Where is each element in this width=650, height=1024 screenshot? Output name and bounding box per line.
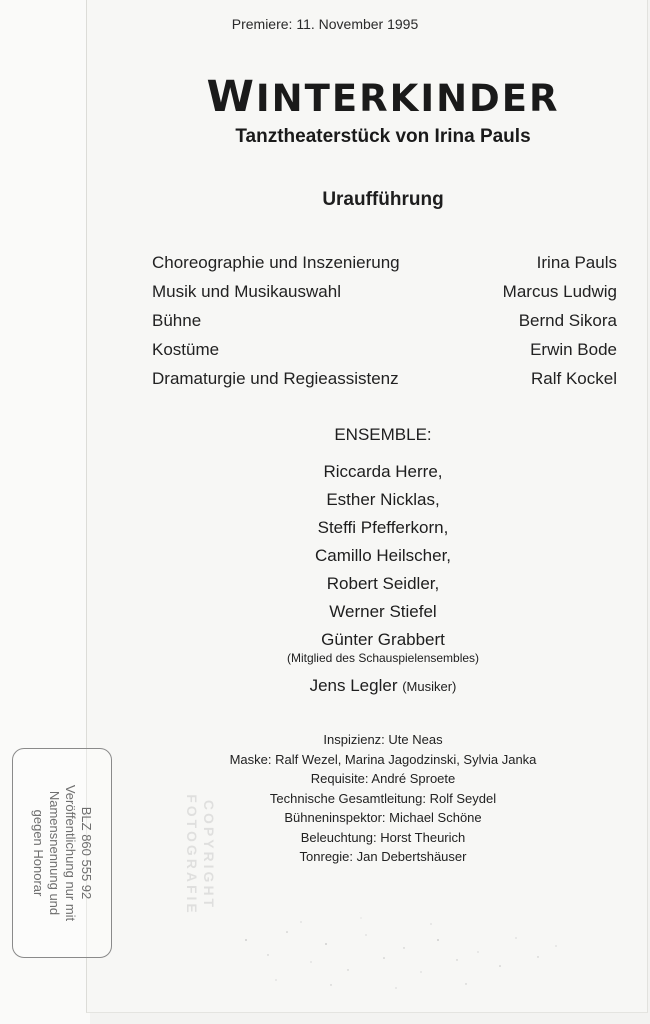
crew-line: Beleuchtung: Horst Theurich — [300, 829, 466, 845]
premiere-date: Premiere: 11. November 1995 — [231, 16, 419, 32]
crew-line: Technische Gesamtleitung: Rolf Seydel — [269, 790, 497, 806]
crew-line: Requisite: André Sproete — [310, 771, 456, 786]
ensemble-member: Werner Stiefel — [329, 602, 437, 621]
crew-line: Tonregie: Jan Debertshäuser — [299, 849, 467, 864]
ensemble-member: Robert Seidler, — [326, 574, 440, 593]
credit-name: Marcus Ludwig — [502, 282, 617, 301]
title-rest: INTERKINDER — [255, 77, 560, 120]
paper-speckles — [86, 900, 646, 1012]
production-subtitle: Tanztheaterstück von Irina Pauls — [235, 126, 531, 147]
title-initial: W — [206, 72, 256, 122]
faint-stamp-line: COPYRIGHT — [201, 799, 217, 911]
stamp-text — [30, 753, 94, 953]
credit-row — [152, 311, 617, 340]
credit-role: Bühne — [152, 311, 202, 330]
stamp-line: Veröffentlichung nur mit — [63, 784, 78, 922]
crew-line: Bühneninspektor: Michael Schöne — [284, 810, 482, 825]
ensemble-list — [0, 458, 650, 700]
credit-role: Dramaturgie und Regieassistenz — [152, 369, 399, 388]
credit-name: Erwin Bode — [530, 340, 617, 359]
credit-role: Choreographie und Inszenierung — [152, 253, 400, 272]
ensemble-member: Steffi Pfefferkorn, — [317, 518, 449, 537]
ensemble-member: Camillo Heilscher, — [314, 546, 452, 565]
credit-name: Ralf Kockel — [531, 369, 617, 388]
ensemble-member: Esther Nicklas, — [326, 490, 440, 509]
ensemble-member-note: (Mitglied des Schauspielensembles) — [286, 651, 480, 665]
ensemble-member: Riccarda Herre, — [323, 462, 443, 481]
ensemble-member — [0, 672, 650, 700]
credit-name: Bernd Sikora — [518, 311, 617, 330]
stamp-line: BLZ 860 555 92 — [79, 806, 94, 900]
production-title — [0, 72, 650, 122]
credit-name: Irina Pauls — [536, 253, 617, 272]
credit-role: Kostüme — [152, 340, 220, 359]
crew-line: Inspizienz: Ute Neas — [323, 732, 443, 747]
ensemble-heading: ENSEMBLE: — [334, 425, 432, 444]
ensemble-member-role: (Musiker) — [402, 679, 457, 694]
ensemble-member: Günter Grabbert — [321, 630, 445, 649]
world-premiere-label: Uraufführung — [322, 189, 444, 210]
credit-row — [152, 253, 617, 282]
ensemble-member-name: Jens Legler — [309, 676, 398, 695]
credit-row — [152, 369, 617, 398]
credit-row — [152, 282, 617, 311]
faint-stamp-line: FOTOGRAFIE — [184, 794, 200, 916]
stamp-line: Namensnennung und — [47, 790, 62, 916]
credit-role: Musik und Musikauswahl — [152, 282, 341, 301]
stamp-line: gegen Honorar — [31, 809, 46, 897]
credit-row — [152, 340, 617, 369]
crew-line: Maske: Ralf Wezel, Marina Jagodzinski, Sylvia Janka — [229, 751, 537, 767]
credits-list — [152, 253, 617, 398]
